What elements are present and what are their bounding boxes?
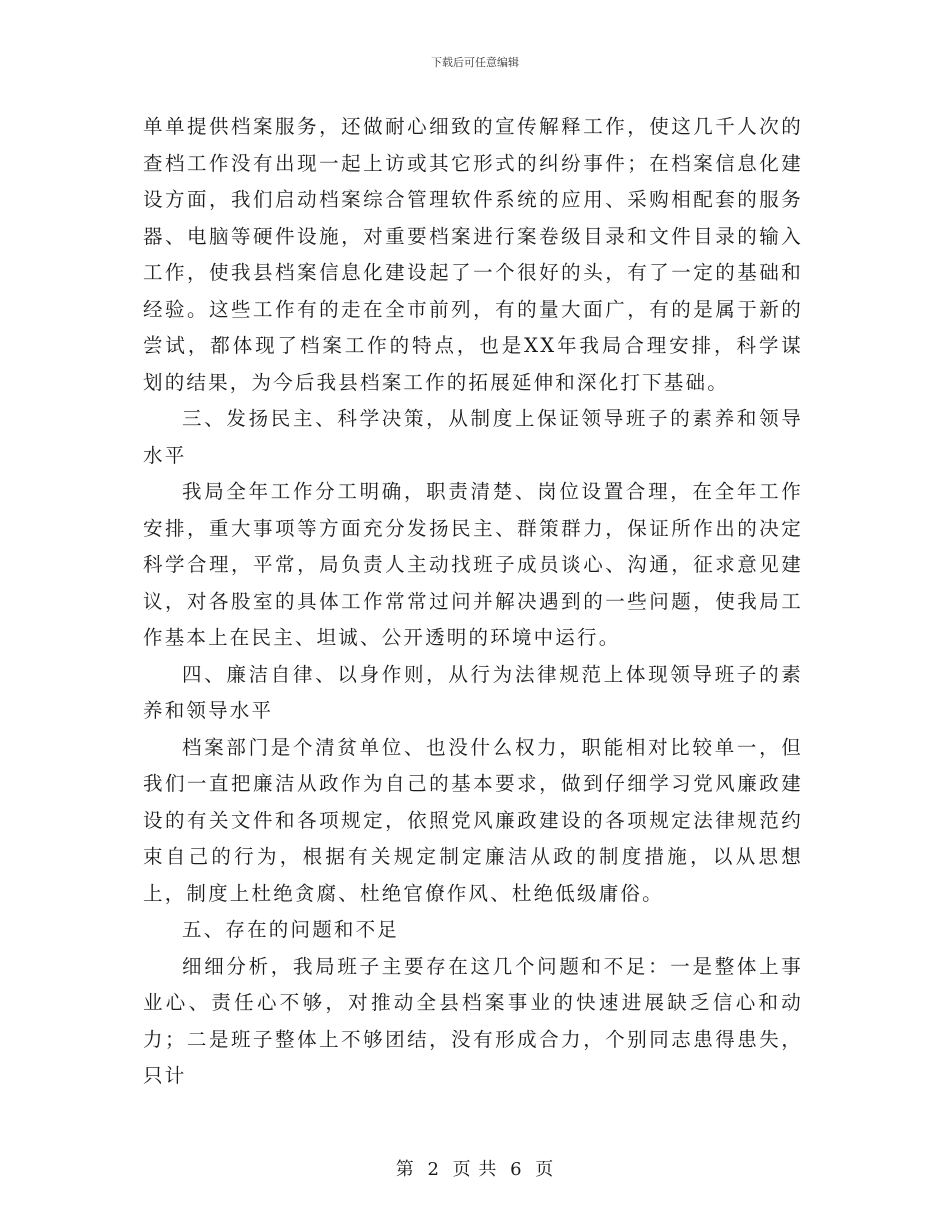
footer-middle: 页 共 <box>452 1159 498 1180</box>
section-heading-3: 三、发扬民主、科学决策，从制度上保证领导班子的素养和领导水平 <box>143 407 803 467</box>
paragraph: 单单提供档案服务，还做耐心细致的宣传解释工作，使这几千人次的查档工作没有出现一起上访或其它形式的纠纷事件；在档案信息化建设方面，我们启动档案综合管理软件系统的应用、采购相配套的服务器、电脑等硬件设施，对重要档案进行案卷级目录和文件目录的输入工作，使我县档案信息化建设起了一个很好的头，有了一定的基础和经验。这些工作有的走在全市前列，有的量大面广，有的是属于新的尝试，都体现了档案工作的特点，也是XX年我局合理安排，科学谋划的结果，为今后我县档案工作的拓展延伸和深化打下基础。 <box>143 115 803 394</box>
section-heading-4: 四、廉洁自律、以身作则，从行为法律规范上体现领导班子的素养和领导水平 <box>143 662 803 722</box>
document-body <box>143 109 803 1095</box>
paragraph: 我局全年工作分工明确，职责清楚、岗位设置合理，在全年工作安排，重大事项等方面充分发扬民主、群策群力，保证所作出的决定科学合理，平常，局负责人主动找班子成员谈心、沟通，征求意见建议，对各股室的具体工作常常过问并解决遇到的一些问题，使我局工作基本上在民主、坦诚、公开透明的环境中运行。 <box>143 480 803 649</box>
page-header: 下载后可任意编辑 <box>431 56 519 69</box>
footer-prefix: 第 <box>395 1159 415 1180</box>
paragraph: 细细分析，我局班子主要存在这几个问题和不足：一是整体上事业心、责任心不够，对推动全县档案事业的快速进展缺乏信心和动力；二是班子整体上不够团结，没有形成合力，个别同志患得患失，只计 <box>143 954 803 1087</box>
paragraph: 档案部门是个清贫单位、也没什么权力，职能相对比较单一，但我们一直把廉洁从政作为自己的基本要求，做到仔细学习党风廉政建设的有关文件和各项规定，依照党风廉政建设的各项规定法律规范约束自己的行为，根据有关规定制定廉洁从政的制度措施，以从思想上，制度上杜绝贪腐、杜绝官僚作风、杜绝低级庸俗。 <box>143 735 803 905</box>
footer-suffix: 页 <box>535 1159 555 1180</box>
current-page-number: 2 <box>427 1159 440 1180</box>
page-footer <box>0 1155 950 1181</box>
section-heading-5: 五、存在的问题和不足 <box>182 918 400 941</box>
total-page-number: 6 <box>510 1159 523 1180</box>
